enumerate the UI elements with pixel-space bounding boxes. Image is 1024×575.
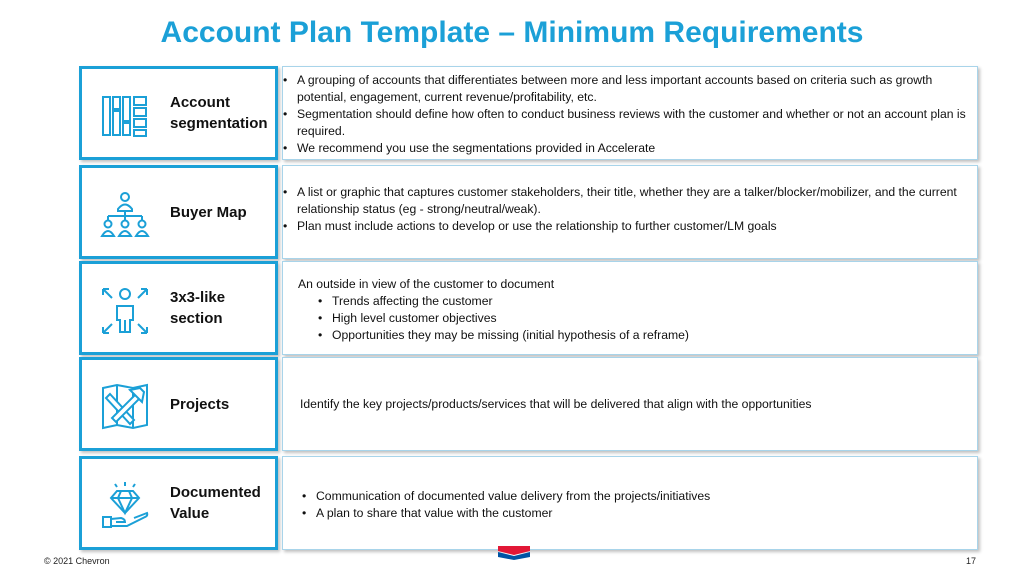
copyright-text: © 2021 Chevron	[44, 556, 110, 566]
content-card	[282, 357, 978, 451]
requirement-row-account-segmentation	[79, 66, 978, 160]
page-title: Account Plan Template – Minimum Requirements	[160, 16, 864, 49]
bullet-item: • Opportunities they may be missing (initial hypothesis of a reframe)	[318, 327, 967, 344]
bullet-item: • A plan to share that value with the customer	[302, 505, 967, 522]
bullet-item: • Communication of documented value delivery from the projects/initiatives	[302, 488, 967, 505]
row-label: Projects	[170, 395, 230, 413]
row-label: 3x3-like section	[170, 289, 226, 327]
bullet-item: • Plan must include actions to develop or use the relationship to further customer/LM goals	[283, 218, 967, 235]
content-card	[282, 456, 978, 550]
row-label: Buyer Map	[170, 203, 247, 221]
grid-blocks-icon	[100, 91, 150, 141]
bullet-item: • Segmentation should define how often to conduct business reviews with the customer and whether or not an account plan is required.	[283, 106, 967, 140]
page-number: 17	[965, 556, 976, 566]
label-card	[79, 66, 278, 160]
bullet-item: • High level customer objectives	[318, 310, 967, 327]
content-text: Identify the key projects/products/services that will be delivered that align with the opportunities	[300, 397, 812, 411]
bullet-item: • We recommend you use the segmentations provided in Accelerate	[283, 140, 967, 157]
content-card	[282, 165, 978, 259]
requirement-row-buyer-map	[79, 165, 978, 259]
chevron-logo	[498, 546, 530, 560]
label-card	[79, 261, 278, 355]
diamond-hand-icon	[100, 481, 150, 531]
bullet-item: • A grouping of accounts that differentiates between more and less important accounts based on criteria such as growth potential, engagement, current revenue/profitability, etc.	[283, 72, 967, 106]
content-card	[282, 261, 978, 355]
requirement-row-projects	[79, 357, 978, 451]
hammer-map-icon	[100, 382, 150, 432]
content-card	[282, 66, 978, 160]
row-label: Account segmentation	[170, 94, 268, 132]
requirement-row-documented-value	[79, 456, 978, 550]
org-chart-icon	[100, 190, 150, 240]
row-label: Documented Value	[170, 484, 261, 522]
label-card	[79, 357, 278, 451]
bullet-item: • A list or graphic that captures customer stakeholders, their title, whether they are a talker/blocker/mobilizer, and the current relationship status (eg - strong/neutral/weak).	[283, 184, 967, 218]
content-intro: An outside in view of the customer to document	[298, 277, 555, 291]
requirement-row-3x3-section	[79, 261, 978, 355]
person-arrows-icon	[100, 286, 150, 336]
bullet-item: • Trends affecting the customer	[318, 293, 967, 310]
label-card	[79, 165, 278, 259]
label-card	[79, 456, 278, 550]
